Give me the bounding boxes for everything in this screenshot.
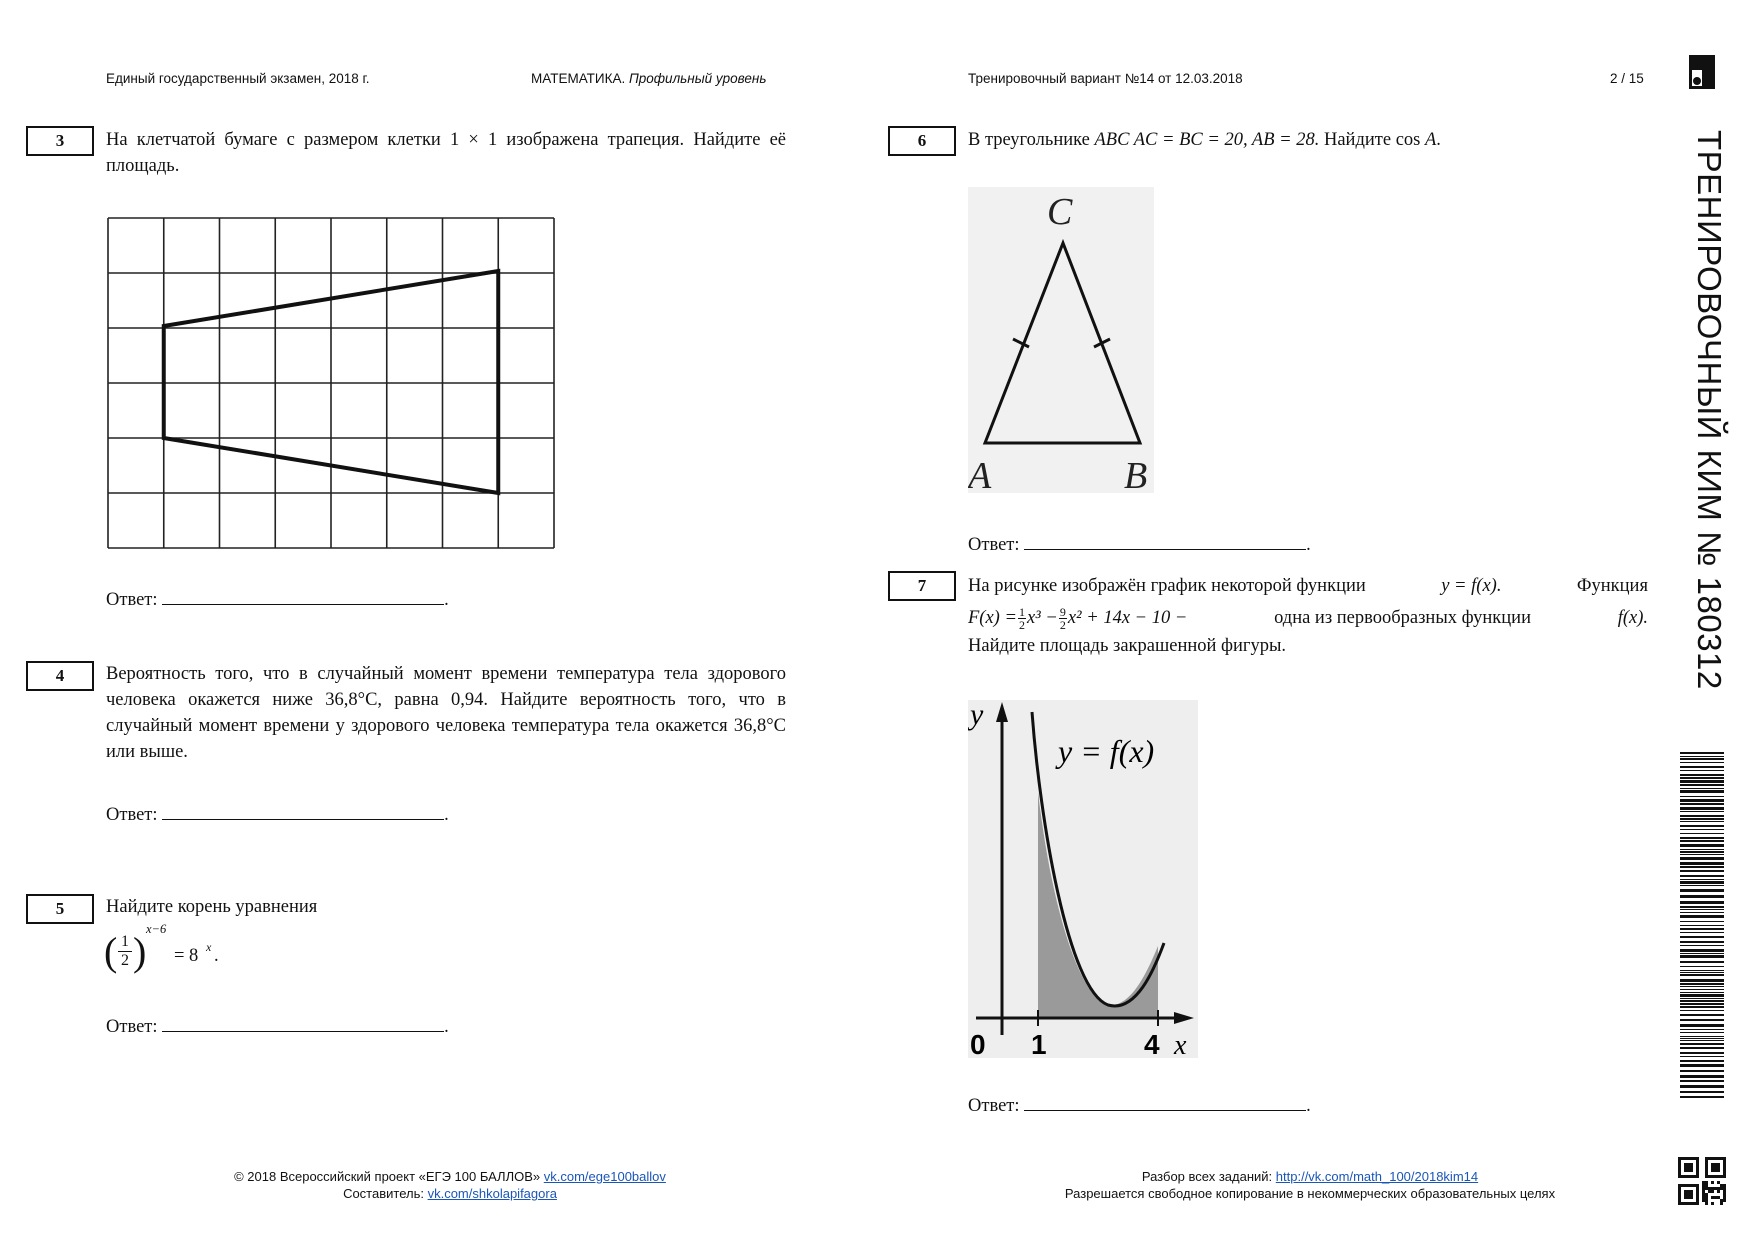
qr-module [1708, 1187, 1711, 1190]
barcode-bar [1680, 974, 1724, 976]
vertex-c-label: C [1047, 191, 1073, 233]
barcode-bar [1680, 1000, 1724, 1002]
barcode-bar [1680, 989, 1724, 990]
qr-module [1705, 1181, 1708, 1184]
vertex-b-label: B [1124, 455, 1148, 493]
triangle-figure [968, 187, 1154, 493]
task-7-number: 7 [888, 571, 956, 601]
qr-module [1705, 1187, 1708, 1190]
barcode-bar [1680, 966, 1724, 967]
qr-module [1717, 1190, 1720, 1193]
barcode-bar [1680, 970, 1724, 971]
qr-module [1720, 1199, 1723, 1202]
barcode-bar [1680, 961, 1724, 963]
answer-label: Ответ: [968, 535, 1020, 555]
barcode-bar [1680, 811, 1724, 812]
qr-module [1720, 1187, 1723, 1190]
header-subject-name: МАТЕМАТИКА. [531, 71, 626, 86]
barcode-bar [1680, 1003, 1724, 1005]
task-6-answer-field[interactable] [1024, 533, 1306, 550]
barcode-bar [1680, 1056, 1724, 1057]
task-4-answer: Ответ: . [106, 805, 449, 825]
qr-module [1723, 1193, 1726, 1196]
barcode-bar [1680, 758, 1724, 760]
barcode-bar [1680, 1019, 1724, 1021]
qr-module [1705, 1202, 1708, 1205]
qr-module [1702, 1184, 1705, 1187]
barcode-bar [1680, 912, 1724, 913]
barcode-bar [1680, 1032, 1724, 1033]
header-exam-title: Единый государственный экзамен, 2018 г. [106, 71, 370, 86]
qr-code-icon [1678, 1157, 1726, 1205]
barcode-bar [1680, 821, 1724, 822]
task-5-rhs-exponent: x [206, 940, 212, 954]
solutions-link[interactable]: http://vk.com/math_100/2018kim14 [1275, 1169, 1479, 1184]
barcode-bar [1680, 992, 1724, 993]
barcode-bar [1680, 854, 1724, 855]
y-axis-label: y [970, 700, 984, 731]
barcode-bar [1680, 909, 1724, 910]
footer-right: Разбор всех заданий: http://vk.com/math_100/2018kim14 Разрешается свободное копирование в некоммерческих образовательных целях [1064, 1169, 1556, 1201]
footer-left: © 2018 Всероссийский проект «ЕГЭ 100 БАЛЛОВ» vk.com/ege100ballov Составитель: vk.com/shkolapifagora [234, 1169, 666, 1201]
barcode-bar [1680, 915, 1724, 918]
barcode-bar [1680, 979, 1724, 982]
barcode-bar [1680, 994, 1724, 997]
task-6-text: В треугольнике ABC AC = BC = 20, AB = 28. Найдите cos A. [968, 130, 1441, 150]
barcode-bar [1680, 840, 1724, 842]
barcode-bar [1680, 998, 1724, 999]
task-6-answer: Ответ: . [968, 535, 1311, 555]
barcode-bar [1680, 829, 1724, 830]
barcode-bar [1680, 1040, 1724, 1041]
project-link[interactable]: vk.com/ege100ballov [543, 1169, 666, 1184]
task-5-answer: Ответ: . [106, 1017, 449, 1037]
qr-module [1717, 1196, 1720, 1199]
qr-module [1711, 1187, 1714, 1190]
barcode-bar [1680, 1070, 1724, 1072]
barcode-bar [1680, 941, 1724, 943]
barcode-bar [1680, 895, 1724, 898]
corner-marker-icon [1689, 55, 1715, 89]
barcode-bar [1680, 833, 1724, 834]
barcode-bar [1680, 875, 1724, 877]
barcode-icon [1680, 752, 1724, 1102]
task-5-equation: ( 1 2 ) x−6 = 8 x . [104, 922, 219, 974]
barcode-bar [1680, 799, 1724, 802]
barcode-bar [1680, 780, 1724, 783]
barcode-bar [1680, 788, 1724, 789]
barcode-bar [1680, 796, 1724, 797]
barcode-bar [1680, 1006, 1724, 1008]
side-title: ТРЕНИРОВОЧНЫЙ КИМ № 180312 [1691, 130, 1728, 690]
function-label: y = f(x) [1058, 733, 1155, 769]
tick-4-label: 4 [1144, 1029, 1160, 1058]
qr-module [1702, 1190, 1705, 1193]
barcode-bar [1680, 1091, 1724, 1093]
barcode-bar [1680, 752, 1724, 754]
barcode-bar [1680, 1024, 1724, 1027]
header-subject [531, 71, 766, 86]
barcode-bar [1680, 972, 1724, 973]
header-level: Профильный уровень [628, 71, 767, 86]
qr-finder [1684, 1163, 1693, 1172]
qr-module [1723, 1190, 1726, 1193]
qr-module [1708, 1190, 1711, 1193]
barcode-bar [1680, 949, 1724, 952]
barcode-bar [1680, 803, 1724, 805]
task-5-rhs: = 8 [174, 946, 199, 966]
task-4-text: Вероятность того, что в случайный момент времени температура тела здорового человека окажется ниже 36,8°С, равна 0,94. Найдите вероятность того, что в случайный момент времени у здорового человека температура тела окажется 36,8°С или выше. [106, 664, 786, 762]
qr-module [1717, 1181, 1720, 1184]
qr-module [1714, 1196, 1717, 1199]
barcode-bar [1680, 851, 1724, 853]
task-5-exponent: x−6 [146, 922, 167, 936]
qr-module [1711, 1202, 1714, 1205]
barcode-bar [1680, 784, 1724, 786]
barcode-bar [1680, 955, 1724, 958]
barcode-bar [1680, 837, 1724, 839]
barcode-bar [1680, 1029, 1724, 1030]
x-axis-label: x [1174, 1030, 1187, 1058]
barcode-bar [1680, 815, 1724, 817]
origin-label: 0 [970, 1029, 986, 1058]
function-graph-figure [968, 700, 1198, 1058]
barcode-bar [1680, 901, 1724, 904]
barcode-bar [1680, 1014, 1724, 1016]
barcode-bar [1680, 932, 1724, 933]
task-3-answer: Ответ: . [106, 590, 449, 610]
barcode-bar [1680, 1096, 1724, 1098]
vertex-a-label: A [968, 455, 992, 493]
barcode-bar [1680, 879, 1724, 880]
barcode-bar [1680, 1047, 1724, 1049]
task-3-number: 3 [26, 126, 94, 156]
barcode-bar [1680, 790, 1724, 793]
qr-module [1705, 1196, 1708, 1199]
tick-1-label: 1 [1031, 1029, 1047, 1058]
barcode-bar [1680, 885, 1724, 886]
qr-module [1705, 1199, 1708, 1202]
qr-module [1711, 1196, 1714, 1199]
qr-module [1702, 1181, 1705, 1184]
barcode-bar [1680, 849, 1724, 850]
task-6-condition: ABC AC = BC = 20, AB = 28. [1094, 130, 1320, 150]
answer-label: Ответ: [968, 1096, 1020, 1116]
barcode-bar [1680, 1036, 1724, 1037]
qr-module [1702, 1199, 1705, 1202]
barcode-bar [1680, 862, 1724, 865]
barcode-bar [1680, 1080, 1724, 1082]
barcode-bar [1680, 936, 1724, 938]
barcode-bar [1680, 756, 1724, 757]
barcode-bar [1680, 889, 1724, 892]
barcode-bar [1680, 1043, 1724, 1045]
answer-label: Ответ: [106, 805, 158, 825]
qr-module [1717, 1187, 1720, 1190]
barcode-bar [1680, 953, 1724, 954]
barcode-bar [1680, 906, 1724, 908]
qr-module [1720, 1202, 1723, 1205]
barcode-bar [1680, 762, 1724, 763]
task-7-text: На рисунке изображён график некоторой функции y = f(x). Функция F(x) = $\frac{1}{2}$ x³ − $\frac{9}{2}$ x² + 14x − 10 − одна из первообразных функции f(x). Найдите площадь закрашенной фигуры. [968, 576, 1648, 657]
qr-module [1702, 1196, 1705, 1199]
qr-module [1711, 1190, 1714, 1193]
barcode-bar [1680, 1060, 1724, 1062]
barcode-bar [1680, 881, 1724, 884]
answer-label: Ответ: [106, 590, 158, 610]
task-3-text: На клетчатой бумаге с размером клетки 1 × 1 изображена трапеция. Найдите её площадь. [106, 130, 786, 176]
qr-module [1723, 1196, 1726, 1199]
barcode-bar [1680, 807, 1724, 810]
barcode-bar [1680, 774, 1724, 776]
qr-module [1723, 1184, 1726, 1187]
qr-module [1702, 1187, 1705, 1190]
task-4-number: 4 [26, 661, 94, 691]
task-5-answer-field[interactable] [162, 1015, 444, 1032]
trapezoid-grid-figure [106, 216, 556, 552]
barcode-bar [1680, 945, 1724, 946]
task-5-number: 5 [26, 894, 94, 924]
header-variant: Тренировочный вариант №14 от 12.03.2018 [968, 71, 1243, 86]
qr-module [1723, 1187, 1726, 1190]
task-4-answer-field[interactable] [162, 803, 444, 820]
qr-module [1714, 1187, 1717, 1190]
barcode-bar [1680, 1010, 1724, 1011]
barcode-bar [1680, 766, 1724, 768]
barcode-bar [1680, 866, 1724, 868]
author-link[interactable]: vk.com/shkolapifagora [427, 1186, 557, 1201]
qr-module [1720, 1184, 1723, 1187]
barcode-bar [1680, 825, 1724, 827]
page-number: 2 / 15 [1610, 71, 1644, 86]
barcode-bar [1680, 1052, 1724, 1054]
barcode-bar [1680, 1075, 1724, 1078]
barcode-bar [1680, 983, 1724, 985]
qr-module [1723, 1199, 1726, 1202]
barcode-bar [1680, 1085, 1724, 1088]
barcode-bar [1680, 921, 1724, 922]
qr-finder [1711, 1163, 1720, 1172]
barcode-bar [1680, 1064, 1724, 1067]
qr-module [1711, 1181, 1714, 1184]
task-7-answer: Ответ: . [968, 1096, 1311, 1116]
task-7-answer-field[interactable] [1024, 1094, 1306, 1111]
qr-module [1705, 1193, 1708, 1196]
barcode-bar [1680, 770, 1724, 771]
barcode-bar [1680, 777, 1724, 779]
barcode-bar [1680, 925, 1724, 926]
barcode-bar [1680, 870, 1724, 872]
barcode-bar [1680, 986, 1724, 987]
qr-finder [1684, 1190, 1693, 1199]
barcode-bar [1680, 844, 1724, 847]
qr-module [1705, 1184, 1708, 1187]
barcode-bar [1680, 928, 1724, 930]
task-5-text: Найдите корень уравнения [106, 897, 318, 917]
answer-label: Ответ: [106, 1017, 158, 1037]
barcode-bar [1680, 857, 1724, 860]
barcode-bar [1680, 818, 1724, 820]
barcode-bar [1680, 1038, 1724, 1039]
qr-module [1702, 1193, 1705, 1196]
task-6-number: 6 [888, 126, 956, 156]
task-3-answer-field[interactable] [162, 588, 444, 605]
